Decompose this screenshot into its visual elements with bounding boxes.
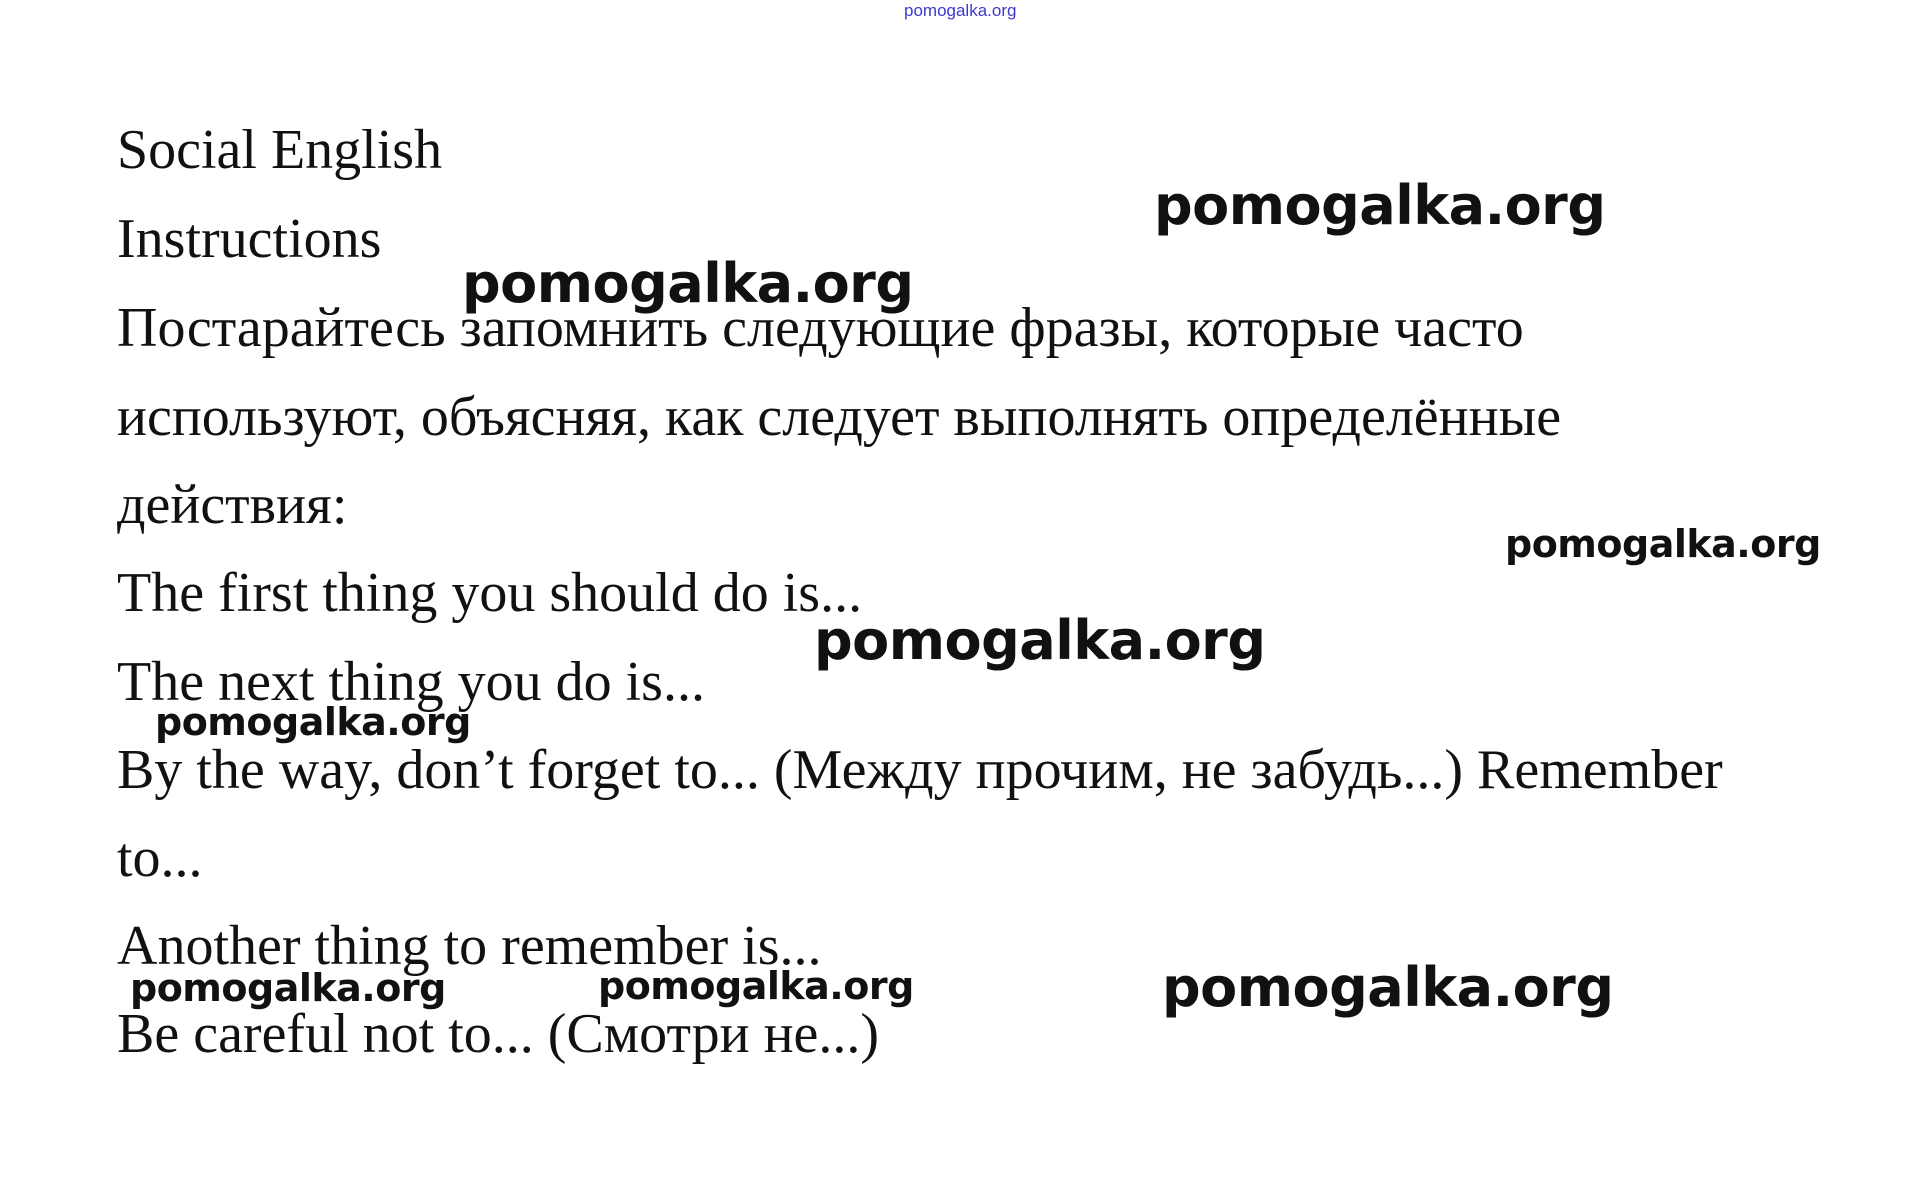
- intro-line: Постарайтесь запомнить следующие фразы, которые часто: [117, 297, 1524, 359]
- watermark: pomogalka.org: [814, 609, 1266, 672]
- phrase-line: The first thing you should do is...: [117, 562, 863, 624]
- header-watermark: pomogalka.org: [904, 1, 1017, 20]
- watermark: pomogalka.org: [598, 964, 914, 1008]
- phrase-line: Be careful not to... (Смотри не...): [117, 1003, 880, 1065]
- document-subtitle: Instructions: [117, 208, 382, 270]
- watermark: pomogalka.org: [1162, 956, 1614, 1019]
- phrase-line: to...: [117, 827, 203, 889]
- phrase-line: The next thing you do is...: [117, 651, 705, 713]
- document-title: Social English: [117, 119, 443, 181]
- phrase-line: Another thing to remember is...: [117, 915, 822, 977]
- watermark: pomogalka.org: [1505, 522, 1821, 566]
- intro-line: действия:: [117, 474, 348, 536]
- intro-line: используют, объясняя, как следует выполнять определённые: [117, 386, 1562, 448]
- watermark: pomogalka.org: [155, 700, 471, 744]
- watermark: pomogalka.org: [1154, 174, 1606, 237]
- phrase-line: By the way, don’t forget to... (Между прочим, не забудь...) Remember: [117, 739, 1723, 801]
- watermark: pomogalka.org: [130, 966, 446, 1010]
- watermark: pomogalka.org: [462, 252, 914, 315]
